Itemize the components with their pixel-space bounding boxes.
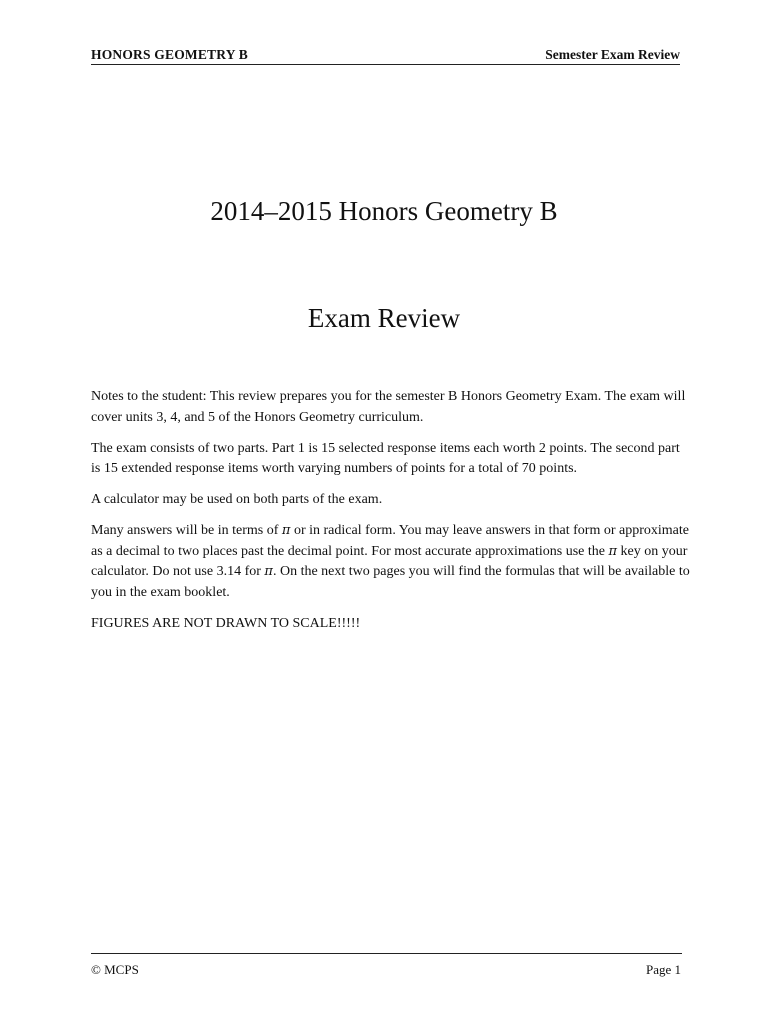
pi-text-3: key on your calculator. Do not use 3.14 for: [91, 543, 688, 579]
notes-section: [91, 387, 691, 645]
pi-symbol: π: [608, 543, 618, 559]
notes-paragraph-scale-warning: FIGURES ARE NOT DRAWN TO SCALE!!!!!: [91, 615, 361, 631]
document-subtitle: Exam Review: [307, 303, 461, 333]
footer-page-number: Page 1: [645, 962, 681, 977]
pi-text-2: or in radical form. You may leave answers in that form or approximate as a decimal to two places past the decimal point. For most accurate approximations use the: [91, 523, 689, 559]
footer-copyright: © MCPS: [91, 962, 139, 977]
pi-symbol: π: [264, 564, 273, 579]
page-footer: [91, 953, 682, 978]
notes-paragraph-exam-parts: The exam consists of two parts. Part 1 is 15 selected response items each worth 2 points. The second part is 15 extended response items worth varying numbers of points for a total of 70 points.: [91, 440, 680, 476]
pi-symbol: π: [281, 523, 291, 538]
document-title: 2014–2015 Honors Geometry B: [210, 196, 558, 226]
notes-paragraph-pi-answers: [91, 521, 691, 603]
pi-text-4: . On the next two pages you will find the formulas that will be available to you in the exam booklet.: [91, 564, 690, 600]
page-header: [91, 45, 680, 65]
header-document-title: Semester Exam Review: [545, 47, 680, 62]
pi-text-1: Many answers will be in terms of: [91, 523, 282, 538]
header-course-title: HONORS GEOMETRY B: [91, 47, 248, 62]
notes-paragraph-calculator: A calculator may be used on both parts of the exam.: [91, 492, 383, 507]
notes-paragraph-intro: Notes to the student: This review prepares you for the semester B Honors Geometry Exam. The exam will cover units 3, 4, and 5 of the Honors Geometry curriculum.: [91, 389, 686, 425]
